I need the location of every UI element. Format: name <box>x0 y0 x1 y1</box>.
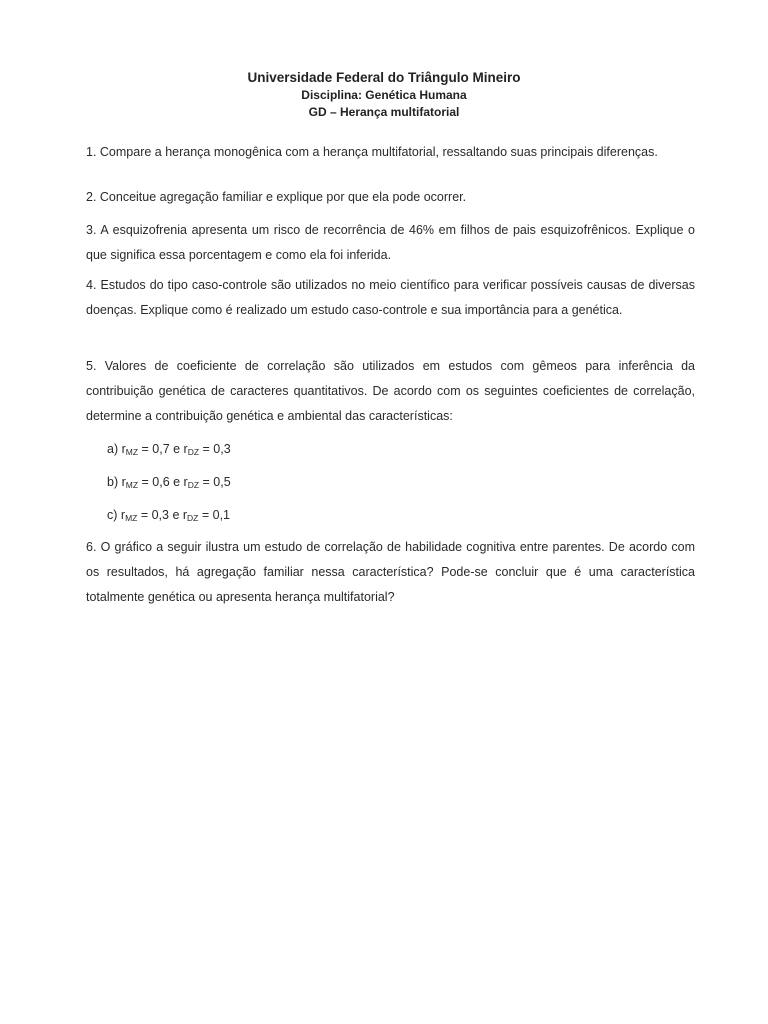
option-c-sub-dz: DZ <box>187 513 199 523</box>
option-b-sub-dz: DZ <box>187 480 200 490</box>
option-a-mid: = 0,7 e r <box>138 442 188 456</box>
question-6: 6. O gráfico a seguir ilustra um estudo de correlação de habilidade cognitiva entre parentes. De acordo com os resultados, há agregação familiar nessa característica? Pode-se concluir que é uma característica totalmente genética ou apresenta herança multifatorial? <box>86 540 695 604</box>
university-title: Universidade Federal do Triângulo Mineiro <box>247 70 521 85</box>
option-c-sub-mz: MZ <box>125 513 138 523</box>
option-a-sub-dz: DZ <box>187 447 200 457</box>
option-b-mid: = 0,6 e r <box>138 475 188 489</box>
option-a-label: a) r <box>107 442 126 456</box>
option-c-end: = 0,1 <box>198 508 230 522</box>
document-header <box>0 68 768 121</box>
question-1: 1. Compare a herança monogênica com a herança multifatorial, ressaltando suas principais diferenças. <box>86 145 658 159</box>
option-b <box>107 474 231 491</box>
option-b-label: b) r <box>107 475 126 489</box>
option-a-end: = 0,3 <box>199 442 231 456</box>
question-4: 4. Estudos do tipo caso-controle são utilizados no meio científico para verificar possíveis causas de diversas doenças. Explique como é realizado um estudo caso-controle e sua importância para a genética. <box>86 278 695 317</box>
discipline-line: Disciplina: Genética Humana <box>301 88 467 102</box>
option-c-mid: = 0,3 e r <box>137 508 188 522</box>
option-a <box>107 441 231 458</box>
option-b-end: = 0,5 <box>199 475 231 489</box>
option-c <box>107 507 230 524</box>
question-3: 3. A esquizofrenia apresenta um risco de recorrência de 46% em filhos de pais esquizofrênicos. Explique o que significa essa porcentagem e como ela foi inferida. <box>86 223 695 262</box>
option-a-sub-mz: MZ <box>125 447 139 457</box>
topic-line: GD – Herança multifatorial <box>308 105 460 119</box>
question-5: 5. Valores de coeficiente de correlação são utilizados em estudos com gêmeos para inferência da contribuição genética de caracteres quantitativos. De acordo com os seguintes coeficientes de correlação, determine a contribuição genética e ambiental das características: <box>86 359 695 423</box>
option-b-sub-mz: MZ <box>125 480 139 490</box>
question-2: 2. Conceitue agregação familiar e explique por que ela pode ocorrer. <box>86 190 467 204</box>
option-c-label: c) r <box>107 508 126 522</box>
